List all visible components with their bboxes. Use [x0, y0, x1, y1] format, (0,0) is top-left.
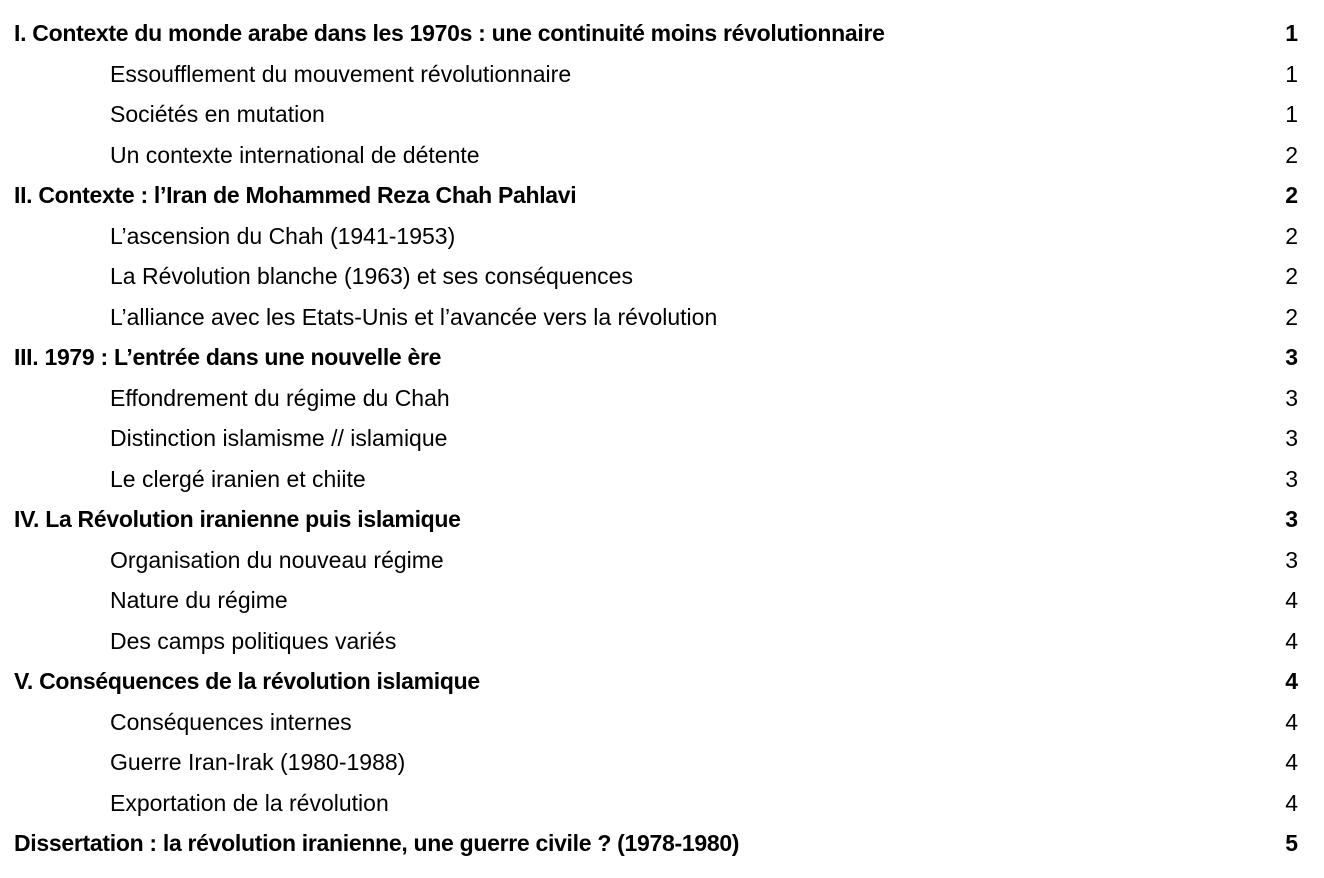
- toc-page-number: 3: [1285, 465, 1298, 492]
- toc-subsection[interactable]: [0, 256, 1324, 297]
- toc-entry-title: Guerre Iran-Irak (1980-1988): [110, 749, 406, 775]
- toc-page-number: 3: [1285, 506, 1298, 532]
- toc-entry-title: Exportation de la révolution: [110, 789, 389, 816]
- toc-page-number: 4: [1285, 749, 1298, 775]
- toc-page-number: 4: [1285, 789, 1298, 816]
- toc-entry-title: Organisation du nouveau régime: [110, 546, 444, 573]
- toc-entry-title: II. Contexte : l’Iran de Mohammed Reza Chah Pahlavi: [14, 182, 577, 208]
- toc-page-number: 1: [1285, 60, 1298, 87]
- toc-entry-title: Des camps politiques variés: [110, 627, 397, 654]
- toc-subsection[interactable]: [0, 540, 1324, 581]
- toc-subsection[interactable]: [0, 135, 1324, 176]
- toc-entry-title: V. Conséquences de la révolution islamique: [14, 668, 480, 694]
- toc-subsection[interactable]: [0, 94, 1324, 135]
- toc-subsection[interactable]: [0, 459, 1324, 500]
- toc-entry-title: L’ascension du Chah (1941-1953): [110, 222, 456, 249]
- toc-page-number: 1: [1285, 20, 1298, 46]
- toc-page-number: 2: [1285, 303, 1298, 330]
- toc-subsection[interactable]: [0, 216, 1324, 257]
- toc-entry-title: Sociétés en mutation: [110, 101, 325, 127]
- toc-page-number: 4: [1285, 587, 1298, 613]
- toc-entry-title: La Révolution blanche (1963) et ses conséquences: [110, 263, 633, 289]
- toc-page-number: 3: [1285, 425, 1298, 451]
- toc-subsection[interactable]: [0, 418, 1324, 459]
- toc-page-number: 1: [1285, 101, 1298, 127]
- toc-entry-title: Le clergé iranien et chiite: [110, 465, 366, 492]
- toc-entry-title: Essoufflement du mouvement révolutionnaire: [110, 60, 572, 87]
- toc-subsection[interactable]: [0, 702, 1324, 743]
- toc-subsection[interactable]: [0, 783, 1324, 824]
- toc-page-number: 2: [1285, 141, 1298, 168]
- toc-entry-title: Un contexte international de détente: [110, 141, 480, 168]
- toc-section-5[interactable]: [0, 661, 1324, 702]
- toc-entry-title: Dissertation : la révolution iranienne, une guerre civile ? (1978-1980): [14, 830, 740, 856]
- toc-entry-title: III. 1979 : L’entrée dans une nouvelle ère: [14, 344, 442, 370]
- toc-page-number: 3: [1285, 344, 1298, 370]
- toc-page-number: 4: [1285, 627, 1298, 654]
- toc-section-4[interactable]: [0, 499, 1324, 540]
- toc-entry-title: IV. La Révolution iranienne puis islamique: [14, 506, 461, 532]
- toc-subsection[interactable]: [0, 54, 1324, 95]
- toc-page-number: 2: [1285, 222, 1298, 249]
- toc-page-number: 5: [1285, 830, 1298, 856]
- toc-page-number: 3: [1285, 384, 1298, 411]
- toc-section-3[interactable]: [0, 337, 1324, 378]
- toc-subsection[interactable]: [0, 297, 1324, 338]
- toc-page-number: 3: [1285, 546, 1298, 573]
- toc-entry-title: Distinction islamisme // islamique: [110, 425, 448, 451]
- toc-section-dissertation[interactable]: [0, 823, 1324, 864]
- toc-subsection[interactable]: [0, 580, 1324, 621]
- toc-entry-title: I. Contexte du monde arabe dans les 1970s : une continuité moins révolutionnaire: [14, 20, 885, 46]
- toc-entry-title: Conséquences internes: [110, 708, 352, 735]
- toc-entry-title: Effondrement du régime du Chah: [110, 384, 450, 411]
- toc-section-1[interactable]: [0, 13, 1324, 54]
- toc-subsection[interactable]: [0, 621, 1324, 662]
- toc-entry-title: Nature du régime: [110, 587, 288, 613]
- toc-page-number: 4: [1285, 708, 1298, 735]
- toc-subsection[interactable]: [0, 378, 1324, 419]
- toc-page-number: 4: [1285, 668, 1298, 694]
- toc-subsection[interactable]: [0, 742, 1324, 783]
- toc-page-number: 2: [1285, 182, 1298, 208]
- toc-page-number: 2: [1285, 263, 1298, 289]
- toc-section-2[interactable]: [0, 175, 1324, 216]
- toc-entry-title: L’alliance avec les Etats-Unis et l’avancée vers la révolution: [110, 303, 718, 330]
